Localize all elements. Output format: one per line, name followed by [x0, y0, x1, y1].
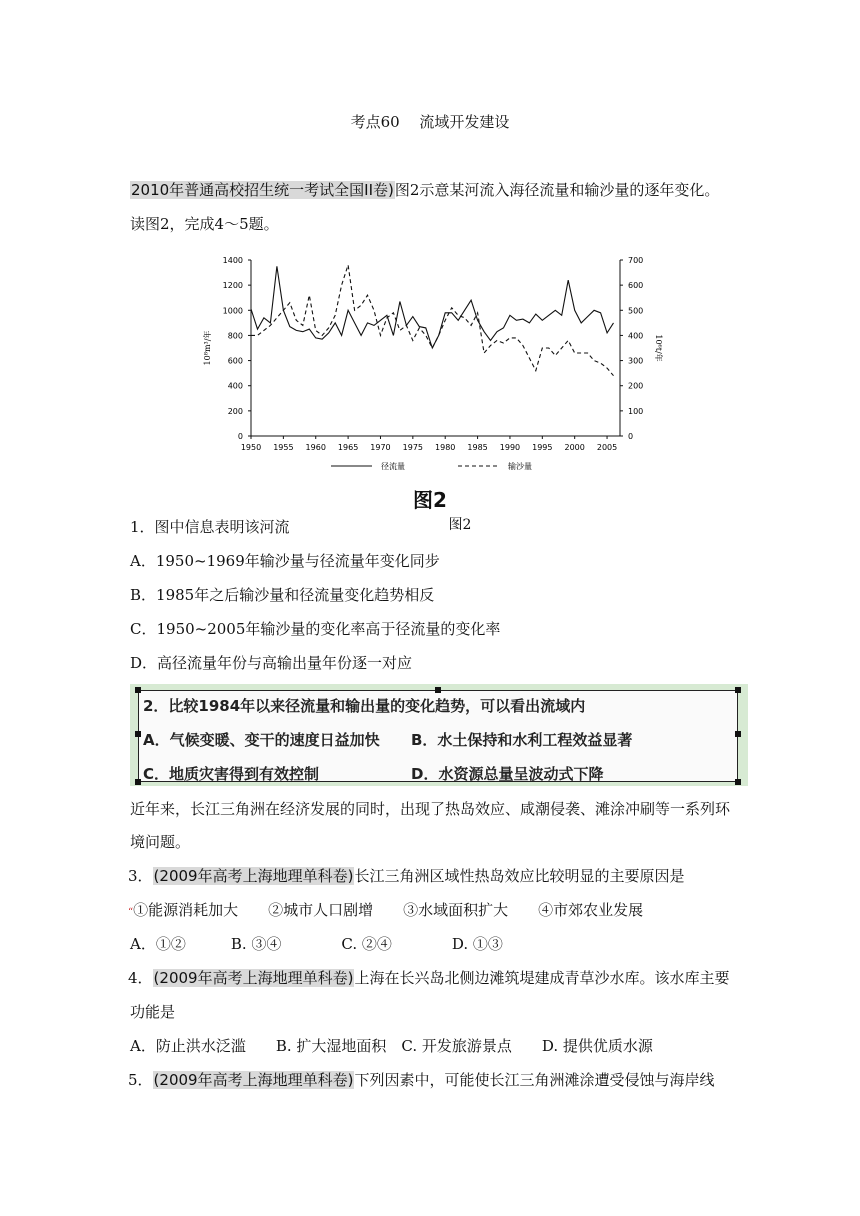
y-tick-label-right: 700: [628, 256, 644, 265]
y-tick-label-left: 400: [227, 381, 243, 391]
resize-handle-bl[interactable]: [135, 779, 141, 785]
y-tick-label-right: 300: [628, 356, 644, 366]
q5-source: (2009年高考上海地理单科卷): [153, 1071, 354, 1089]
x-tick-label: 1975: [402, 443, 424, 452]
q4-stem: 上海在长兴岛北侧边滩筑堤建成青草沙水库。该水库主要: [354, 969, 730, 987]
q1-option-a: A．1950~1969年输沙量与径流量年变化同步: [130, 552, 440, 570]
q5-stem: 下列因素中，可能使长江三角洲滩涂遭受侵蚀与海岸线: [354, 1071, 715, 1089]
intro-line-2: 读图2，完成4～5题。: [130, 215, 279, 233]
resize-handle-tr[interactable]: [735, 687, 741, 693]
y-tick-label-right: 400: [628, 331, 644, 341]
y-tick-label-left: 0: [237, 432, 243, 441]
legend-label-runoff: 径流量: [381, 462, 405, 471]
chart-svg: [196, 250, 663, 482]
q3-source: (2009年高考上海地理单科卷): [153, 867, 354, 885]
resize-handle-tl[interactable]: [135, 687, 141, 693]
x-tick-label: 1955: [273, 443, 294, 452]
q3-stem-line: [128, 866, 684, 886]
q2-option-a: A．气候变暖、变干的速度日益加快: [143, 731, 380, 749]
x-tick-label: 2005: [596, 443, 618, 452]
q4-stem-line: [128, 968, 729, 988]
y-axis-label-right: 10⁶t/年: [654, 334, 663, 362]
runoff-sediment-chart: [196, 250, 663, 482]
legend-label-sediment: 输沙量: [508, 462, 532, 471]
resize-handle-left[interactable]: [135, 731, 141, 737]
q2-scanned-box: [130, 684, 748, 786]
y-tick-label-left: 1000: [222, 306, 243, 316]
resize-handle-right[interactable]: [735, 731, 741, 737]
x-tick-label: 1980: [435, 443, 456, 452]
q5-number: 5．: [128, 1071, 153, 1089]
x-tick-label: 1995: [532, 443, 553, 452]
resize-handle-br[interactable]: [735, 779, 741, 785]
intro-line: [130, 180, 719, 200]
figure-label-large: 图2: [413, 488, 447, 512]
x-tick-label: 1965: [337, 443, 359, 452]
y-tick-label-left: 1200: [222, 281, 243, 291]
q3-options-text: ①能源消耗加大 ②城市人口剧增 ③水域面积扩大 ④市郊农业发展: [133, 901, 644, 919]
series-line-runoff: [251, 266, 614, 348]
q1-stem: 1．图中信息表明该河流: [130, 518, 290, 536]
figure-label-small: 图2: [448, 517, 472, 533]
q1-option-d: D．高径流量年份与高输出量年份逐一对应: [130, 654, 413, 672]
y-tick-label-right: 500: [628, 306, 644, 316]
q3-number: 3．: [128, 867, 153, 885]
y-tick-label-right: 200: [628, 381, 644, 391]
intro-source: 2010年普通高校招生统一考试全国II卷): [131, 181, 394, 199]
para-line-1: 近年来，长江三角洲在经济发展的同时，出现了热岛效应、咸潮侵袭、滩涂冲刷等一系列环: [130, 800, 731, 818]
q5-stem-line: [128, 1070, 714, 1090]
q2-stem: 2．比较1984年以来径流量和输出量的变化趋势，可以看出流域内: [143, 697, 586, 715]
x-tick-label: 1960: [305, 443, 326, 452]
y-tick-label-right: 100: [628, 406, 644, 416]
paragraph-mark-icon: “: [128, 907, 134, 918]
resize-handle-top[interactable]: [435, 687, 441, 693]
q4-answers: A．防止洪水泛滥 B. 扩大湿地面积 C. 开发旅游景点 D. 提供优质水源: [130, 1037, 653, 1055]
q4-source: (2009年高考上海地理单科卷): [153, 969, 354, 987]
q3-options: [128, 900, 643, 923]
q1-option-c: C．1950~2005年输沙量的变化率高于径流量的变化率: [130, 620, 501, 638]
q1-option-b: B．1985年之后输沙量和径流量变化趋势相反: [130, 586, 435, 604]
x-tick-label: 1985: [467, 443, 488, 452]
x-tick-label: 1970: [370, 443, 391, 452]
q2-option-d: D．水资源总量呈波动式下降: [411, 765, 604, 783]
x-tick-label: 2000: [564, 443, 585, 452]
y-tick-label-left: 600: [227, 356, 243, 366]
q4-number: 4．: [128, 969, 153, 987]
q3-answers: A．①② B. ③④ C. ②④ D. ①③: [130, 935, 503, 953]
series-line-sediment: [251, 265, 614, 376]
q4-stem-2: 功能是: [130, 1003, 176, 1021]
intro-text: 图2示意某河流入海径流量和输沙量的逐年变化。: [394, 181, 720, 199]
y-tick-label-left: 800: [227, 331, 243, 341]
x-tick-label: 1990: [499, 443, 521, 452]
q2-option-c: C．地质灾害得到有效控制: [143, 765, 320, 783]
q2-image: [138, 690, 738, 782]
x-tick-label: 1950: [240, 443, 262, 452]
y-tick-label-right: 0: [628, 432, 634, 441]
q3-stem: 长江三角洲区域性热岛效应比较明显的主要原因是: [354, 867, 685, 885]
para-line-2: 境问题。: [130, 833, 191, 851]
q2-option-b: B．水土保持和水利工程效益显著: [411, 731, 633, 749]
y-tick-label-right: 600: [628, 281, 644, 291]
y-tick-label-left: 200: [227, 406, 243, 416]
y-axis-label-left: 10⁸m³/年: [203, 330, 212, 366]
page-title: 考点60 流域开发建设: [350, 113, 510, 131]
y-tick-label-left: 1400: [222, 256, 243, 265]
